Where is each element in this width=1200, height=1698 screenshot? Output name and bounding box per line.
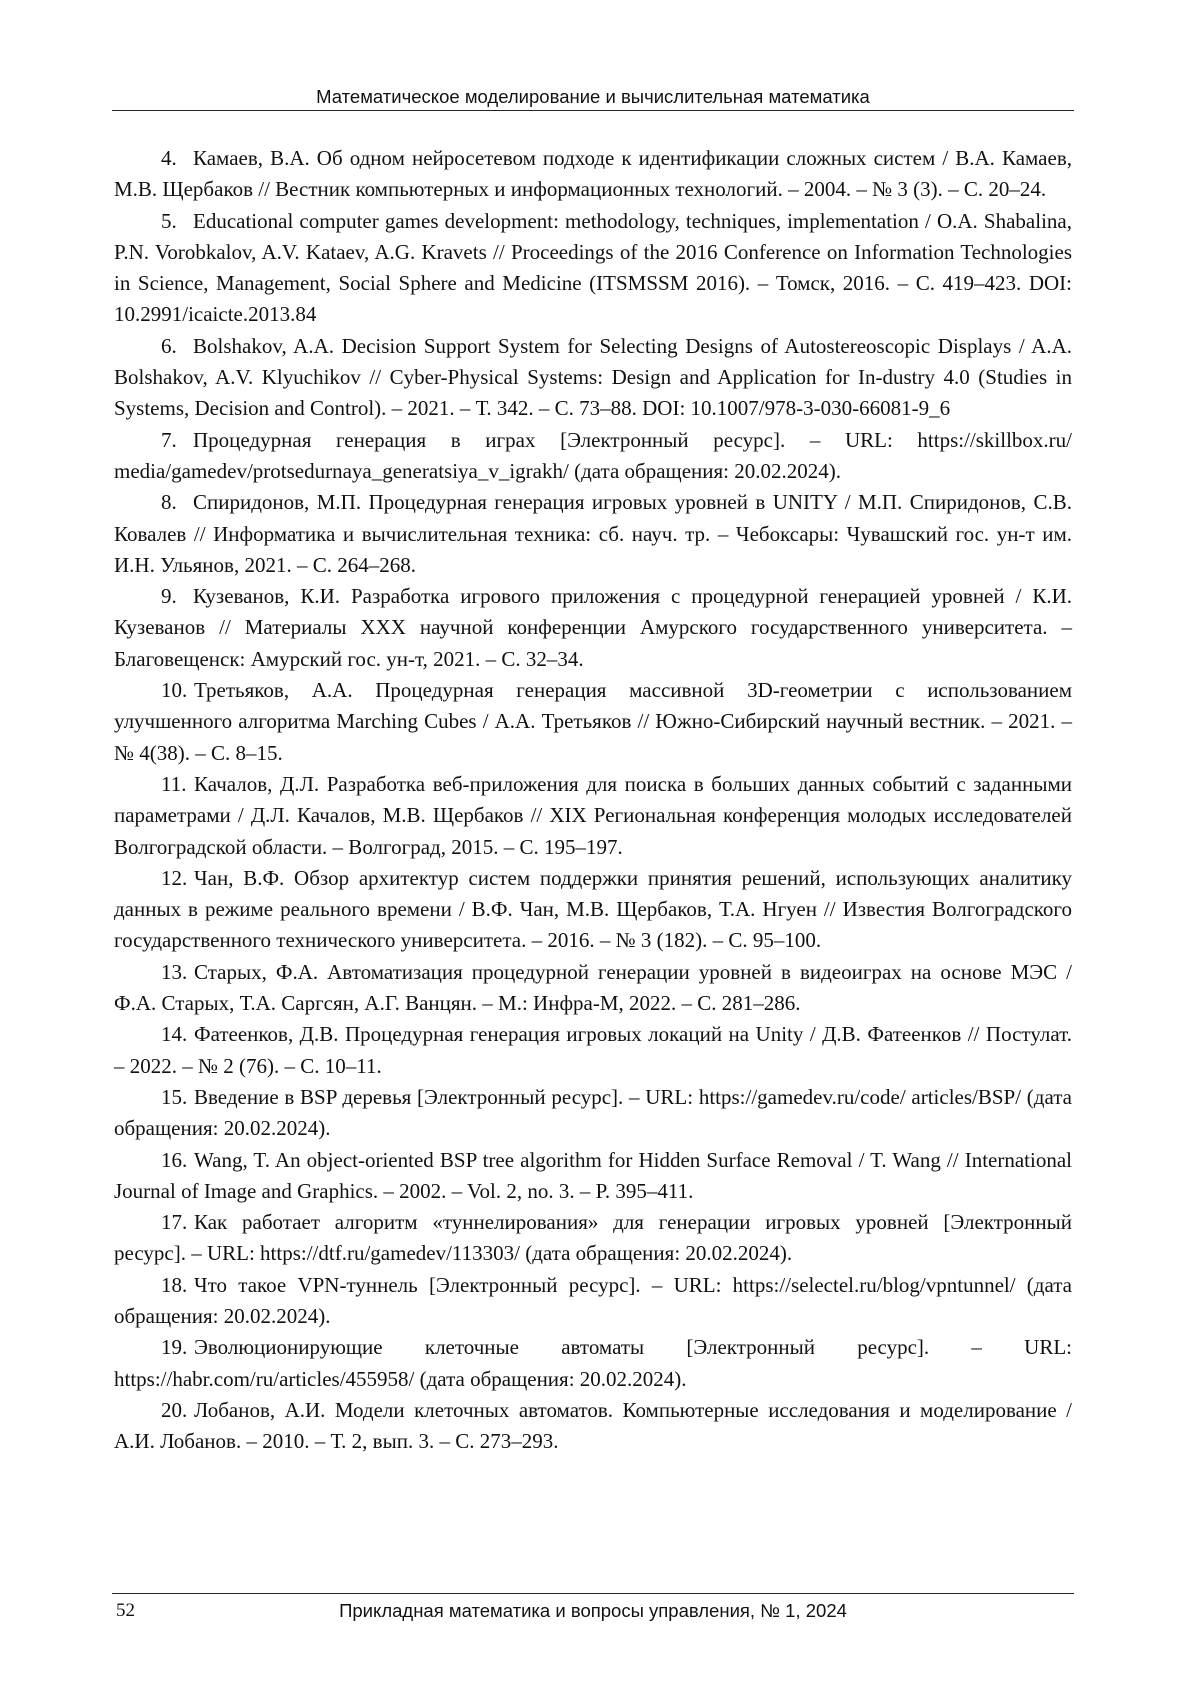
reference-item xyxy=(114,1019,1072,1082)
reference-text: Bolshakov, A.A. Decision Support System for Selecting Designs of Autostereoscopic Displays / A.A. Bolshakov, A.V. Klyuchikov // Cyber-Physical Systems: Design and Application for In-dustry 4.0 (Studies in Systems, Decision and Control). – 2021. – Т. 342. – С. 73–88. DOI: 10.1007/978-3-030-66081-9_6 xyxy=(114,333,1072,421)
reference-text: Что такое VPN-туннель [Электронный ресурс]. – URL: https://selectel.ru/blog/vpntunnel/ (дата обращения: 20.02.2024). xyxy=(114,1272,1072,1328)
reference-number: 8. xyxy=(161,490,177,515)
reference-item xyxy=(114,425,1072,488)
reference-text: Как работает алгоритм «туннелирования» для генерации игровых уровней [Электронный ресурс]. – URL: https://dtf.ru/gamedev/113303/ (дата обращения: 20.02.2024). xyxy=(114,1210,1072,1266)
reference-text: Старых, Ф.А. Автоматизация процедурной генерации уровней в видеоиграх на основе МЭС / Ф.А. Старых, Т.А. Саргсян, А.Г. Ванцян. – М.: Инфра-М, 2022. – С. 281–286. xyxy=(114,959,1072,1016)
reference-number: 16. xyxy=(161,1147,188,1172)
reference-item xyxy=(114,1145,1072,1208)
reference-item xyxy=(114,1270,1072,1333)
reference-text: Эволюционирующие клеточные автоматы [Электронный ресурс]. – URL: https://habr.com/ru/articles/455958/ (дата обращения: 20.02.2024). xyxy=(114,1335,1072,1391)
reference-number: 19. xyxy=(161,1335,188,1360)
reference-item xyxy=(114,1207,1072,1270)
reference-item xyxy=(114,1395,1072,1458)
reference-item xyxy=(114,487,1072,581)
page-footer xyxy=(112,1593,1074,1622)
reference-item xyxy=(114,769,1072,863)
reference-text: Лобанов, А.И. Модели клеточных автоматов. Компьютерные исследования и моделирование / А.И. Лобанов. – 2010. – Т. 2, вып. 3. – С. 273–293. xyxy=(114,1397,1072,1454)
reference-text: Введение в BSP деревья [Электронный ресурс]. – URL: https://gamedev.ru/code/ articles/BSP/ (дата обращения: 20.02.2024). xyxy=(114,1084,1072,1141)
reference-item xyxy=(114,143,1072,206)
reference-number: 5. xyxy=(161,208,177,233)
reference-text: Качалов, Д.Л. Разработка веб-приложения для поиска в больших данных событий с заданными параметрами / Д.Л. Качалов, М.В. Щербаков // XIX Региональная конференция молодых исследователей Волгоградской области. – Волгоград, 2015. – С. 195–197. xyxy=(114,771,1072,859)
reference-list xyxy=(114,143,1072,1457)
reference-number: 15. xyxy=(161,1084,188,1109)
reference-item xyxy=(114,206,1072,331)
reference-text: Кузеванов, К.И. Разработка игрового приложения с процедурной генерацией уровней / К.И. Кузеванов // Материалы XXX научной конференции Амурского государственного университета. – Благовещенск: Амурский гос. ун-т, 2021. – С. 32–34. xyxy=(114,584,1072,671)
reference-text: Educational computer games development: methodology, techniques, implementation / O.A. Shabalina, P.N. Vorobkalov, A.V. Kataev, A.G. Kravets // Proceedings of the 2016 Conference on Information Technologies in Science, Management, Social Sphere and Medicine (ITSMSSM 2016). – Томск, 2016. – С. 419–423. DOI: 10.2991/icaicte.2013.84 xyxy=(114,208,1072,327)
reference-text: Чан, В.Ф. Обзор архитектур систем поддержки принятия решений, использующих аналитику данных в режиме реального времени / В.Ф. Чан, М.В. Щербаков, Т.А. Нгуен // Известия Волгоградского государственного технического университета. – 2016. – № 3 (182). – С. 95–100. xyxy=(114,865,1072,953)
reference-text: Спиридонов, М.П. Процедурная генерация игровых уровней в UNITY / М.П. Спиридонов, С.В. Ковалев // Информатика и вычислительная техника: сб. науч. тр. – Чебоксары: Чувашский гос. ун-т им. И.Н. Ульянов, 2021. – С. 264–268. xyxy=(114,490,1072,577)
reference-text: Wang, T. An object-oriented BSP tree algorithm for Hidden Surface Removal / T. Wang // International Journal of Image and Graphics. – 2002. – Vol. 2, no. 3. – P. 395–411. xyxy=(114,1147,1072,1203)
reference-number: 14. xyxy=(161,1022,188,1047)
running-title: Математическое моделирование и вычислительная математика xyxy=(316,86,870,107)
reference-number: 18. xyxy=(161,1272,188,1297)
reference-number: 7. xyxy=(161,427,177,452)
journal-title: Прикладная математика и вопросы управления, № 1, 2024 xyxy=(339,1600,847,1621)
reference-number: 9. xyxy=(161,584,177,609)
reference-number: 20. xyxy=(161,1397,188,1422)
reference-item xyxy=(114,675,1072,769)
reference-text: Фатеенков, Д.В. Процедурная генерация игровых локаций на Unity / Д.В. Фатеенков // Постулат. – 2022. – № 2 (76). – С. 10–11. xyxy=(114,1022,1072,1078)
reference-number: 12. xyxy=(161,865,188,890)
reference-item xyxy=(114,863,1072,957)
reference-number: 11. xyxy=(161,771,187,796)
reference-number: 17. xyxy=(161,1210,188,1235)
page-number: 52 xyxy=(116,1600,135,1621)
reference-item xyxy=(114,1332,1072,1395)
reference-item xyxy=(114,1082,1072,1145)
reference-text: Камаев, В.А. Об одном нейросетевом подходе к идентификации сложных систем / В.А. Камаев, М.В. Щербаков // Вестник компьютерных и информационных технологий. – 2004. – № 3 (3). – С. 20–24. xyxy=(114,146,1072,202)
reference-item xyxy=(114,957,1072,1020)
reference-number: 6. xyxy=(161,333,177,358)
reference-text: Третьяков, А.А. Процедурная генерация массивной 3D-геометрии с использованием улучшенного алгоритма Marching Cubes / А.А. Третьяков // Южно-Сибирский научный вестник. – 2021. – № 4(38). – С. 8–15. xyxy=(114,678,1072,765)
reference-text: Процедурная генерация в играх [Электронный ресурс]. – URL: https://skillbox.ru/ media/gamedev/protsedurnaya_generatsiya_v_igrakh/ (дата обращения: 20.02.2024). xyxy=(114,427,1072,483)
running-header xyxy=(112,86,1074,111)
reference-number: 10. xyxy=(161,678,188,703)
reference-number: 13. xyxy=(161,959,188,984)
reference-item xyxy=(114,581,1072,675)
reference-number: 4. xyxy=(161,146,177,170)
reference-item xyxy=(114,331,1072,425)
